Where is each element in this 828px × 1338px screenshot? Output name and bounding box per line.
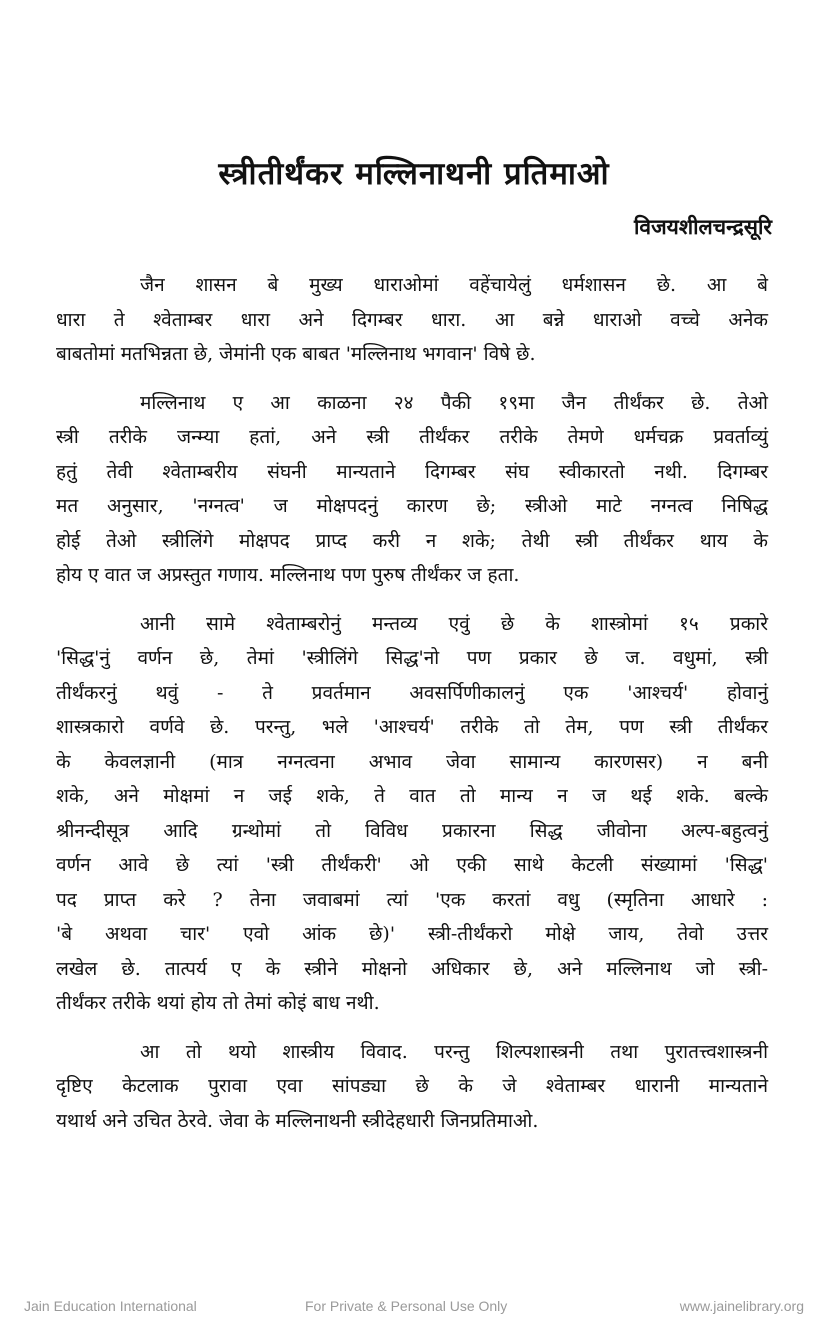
article-body [56,268,768,1152]
footer-usage-notice: For Private & Personal Use Only [305,1298,508,1314]
text-line: के केवलज्ञानी (मात्र नग्नत्वना अभाव जेवा सामान्य कारणसर) न बनी [56,750,768,773]
text-line: यथार्थ अने उचित ठेरवे. जेवा के मल्लिनाथनी स्त्रीदेहधारी जिनप्रतिमाओ. [56,1109,539,1132]
paragraph-4 [56,1035,768,1139]
text-line: 'सिद्ध'नुं वर्णन छे, तेमां 'स्त्रीलिंगे सिद्ध'नो पण प्रकार छे ज. वधुमां, स्त्री [56,647,768,669]
paragraph-2 [56,386,768,593]
text-line: आ तो थयो शास्त्रीय विवाद. परन्तु शिल्पशास्त्रनी तथा पुरातत्त्वशास्त्रनी [140,1040,768,1063]
text-line: पद प्राप्त करे ? तेना जवाबमां त्यां 'एक करतां वधु (स्मृतिना आधारे : [56,888,768,911]
text-line: दृष्टिए केटलाक पुरावा एवा सांपड्या छे के जे श्वेताम्बर धारानी मान्यताने [56,1075,768,1097]
text-line: होय ए वात ज अप्रस्तुत गणाय. मल्लिनाथ पण पुरुष तीर्थंकर ज हता. [56,564,520,586]
text-line: बाबतोमां मतभिन्नता छे, जेमांनी एक बाबत 'मल्लिनाथ भगवान' विषे छे. [56,343,536,365]
text-line: लखेल छे. तात्पर्य ए के स्त्रीने मोक्षनो अधिकार छे, अने मल्लिनाथ जो स्त्री- [56,957,768,980]
text-line: मल्लिनाथ ए आ काळना २४ पैकी १९मा जैन तीर्थंकर छे. तेओ [140,391,768,414]
text-line: तीर्थंकरनुं थवुं - ते प्रवर्तमान अवसर्पिणीकालनुं एक 'आश्चर्य' होवानुं [56,681,768,704]
paragraph-1 [56,268,768,372]
text-line: वर्णन आवे छे त्यां 'स्त्री तीर्थंकरी' ओ एकी साथे केटली संख्यामां 'सिद्ध' [56,854,768,876]
paragraph-3 [56,607,768,1021]
text-line: स्त्री तरीके जन्म्या हतां, अने स्त्री तीर्थंकर तरीके तेमणे धर्मचक्र प्रवर्ताव्युं [56,426,768,448]
text-line: शके, अने मोक्षमां न जई शके, ते वात तो मान्य न ज थई शके. बल्के [56,785,768,807]
footer-publisher: Jain Education International [24,1298,197,1314]
article-title: स्त्रीतीर्थंकर मल्लिनाथनी प्रतिमाओ [218,156,610,192]
text-line: आनी सामे श्वेताम्बरोनुं मन्तव्य एवुं छे के शास्त्रोमां १५ प्रकारे [140,612,768,635]
article-author: विजयशीलचन्द्रसूरि [633,214,772,239]
text-line: 'बे अथवा चार' एवो आंक छे)' स्त्री-तीर्थंकरो मोक्षे जाय, तेवो उत्तर [56,923,768,945]
footer-website: www.jainelibrary.org [679,1298,804,1314]
text-line: शास्त्रकारो वर्णवे छे. परन्तु, भले 'आश्चर्य' तरीके तो तेम, पण स्त्री तीर्थंकर [56,716,768,738]
text-line: धारा ते श्वेताम्बर धारा अने दिगम्बर धारा. आ बन्ने धाराओ वच्चे अनेक [56,308,768,331]
text-line: होई तेओ स्त्रीलिंगे मोक्षपद प्राप्द करी न शके; तेथी स्त्री तीर्थंकर थाय के [56,529,768,552]
text-line: जैन शासन बे मुख्य धाराओमां वहेंचायेलुं धर्मशासन छे. आ बे [140,274,768,296]
text-line: हतुं तेवी श्वेताम्बरीय संघनी मान्यताने दिगम्बर संघ स्वीकारतो नथी. दिगम्बर [56,460,768,483]
text-line: श्रीनन्दीसूत्र आदि ग्रन्थोमां तो विविध प्रकारना सिद्ध जीवोना अल्प-बहुत्वनुं [56,819,768,842]
text-line: मत अनुसार, 'नग्नत्व' ज मोक्षपदनुं कारण छे; स्त्रीओ माटे नग्नत्व निषिद्ध [56,495,768,517]
text-line: तीर्थंकर तरीके थयां होय तो तेमां कोइं बाध नथी. [56,992,380,1014]
